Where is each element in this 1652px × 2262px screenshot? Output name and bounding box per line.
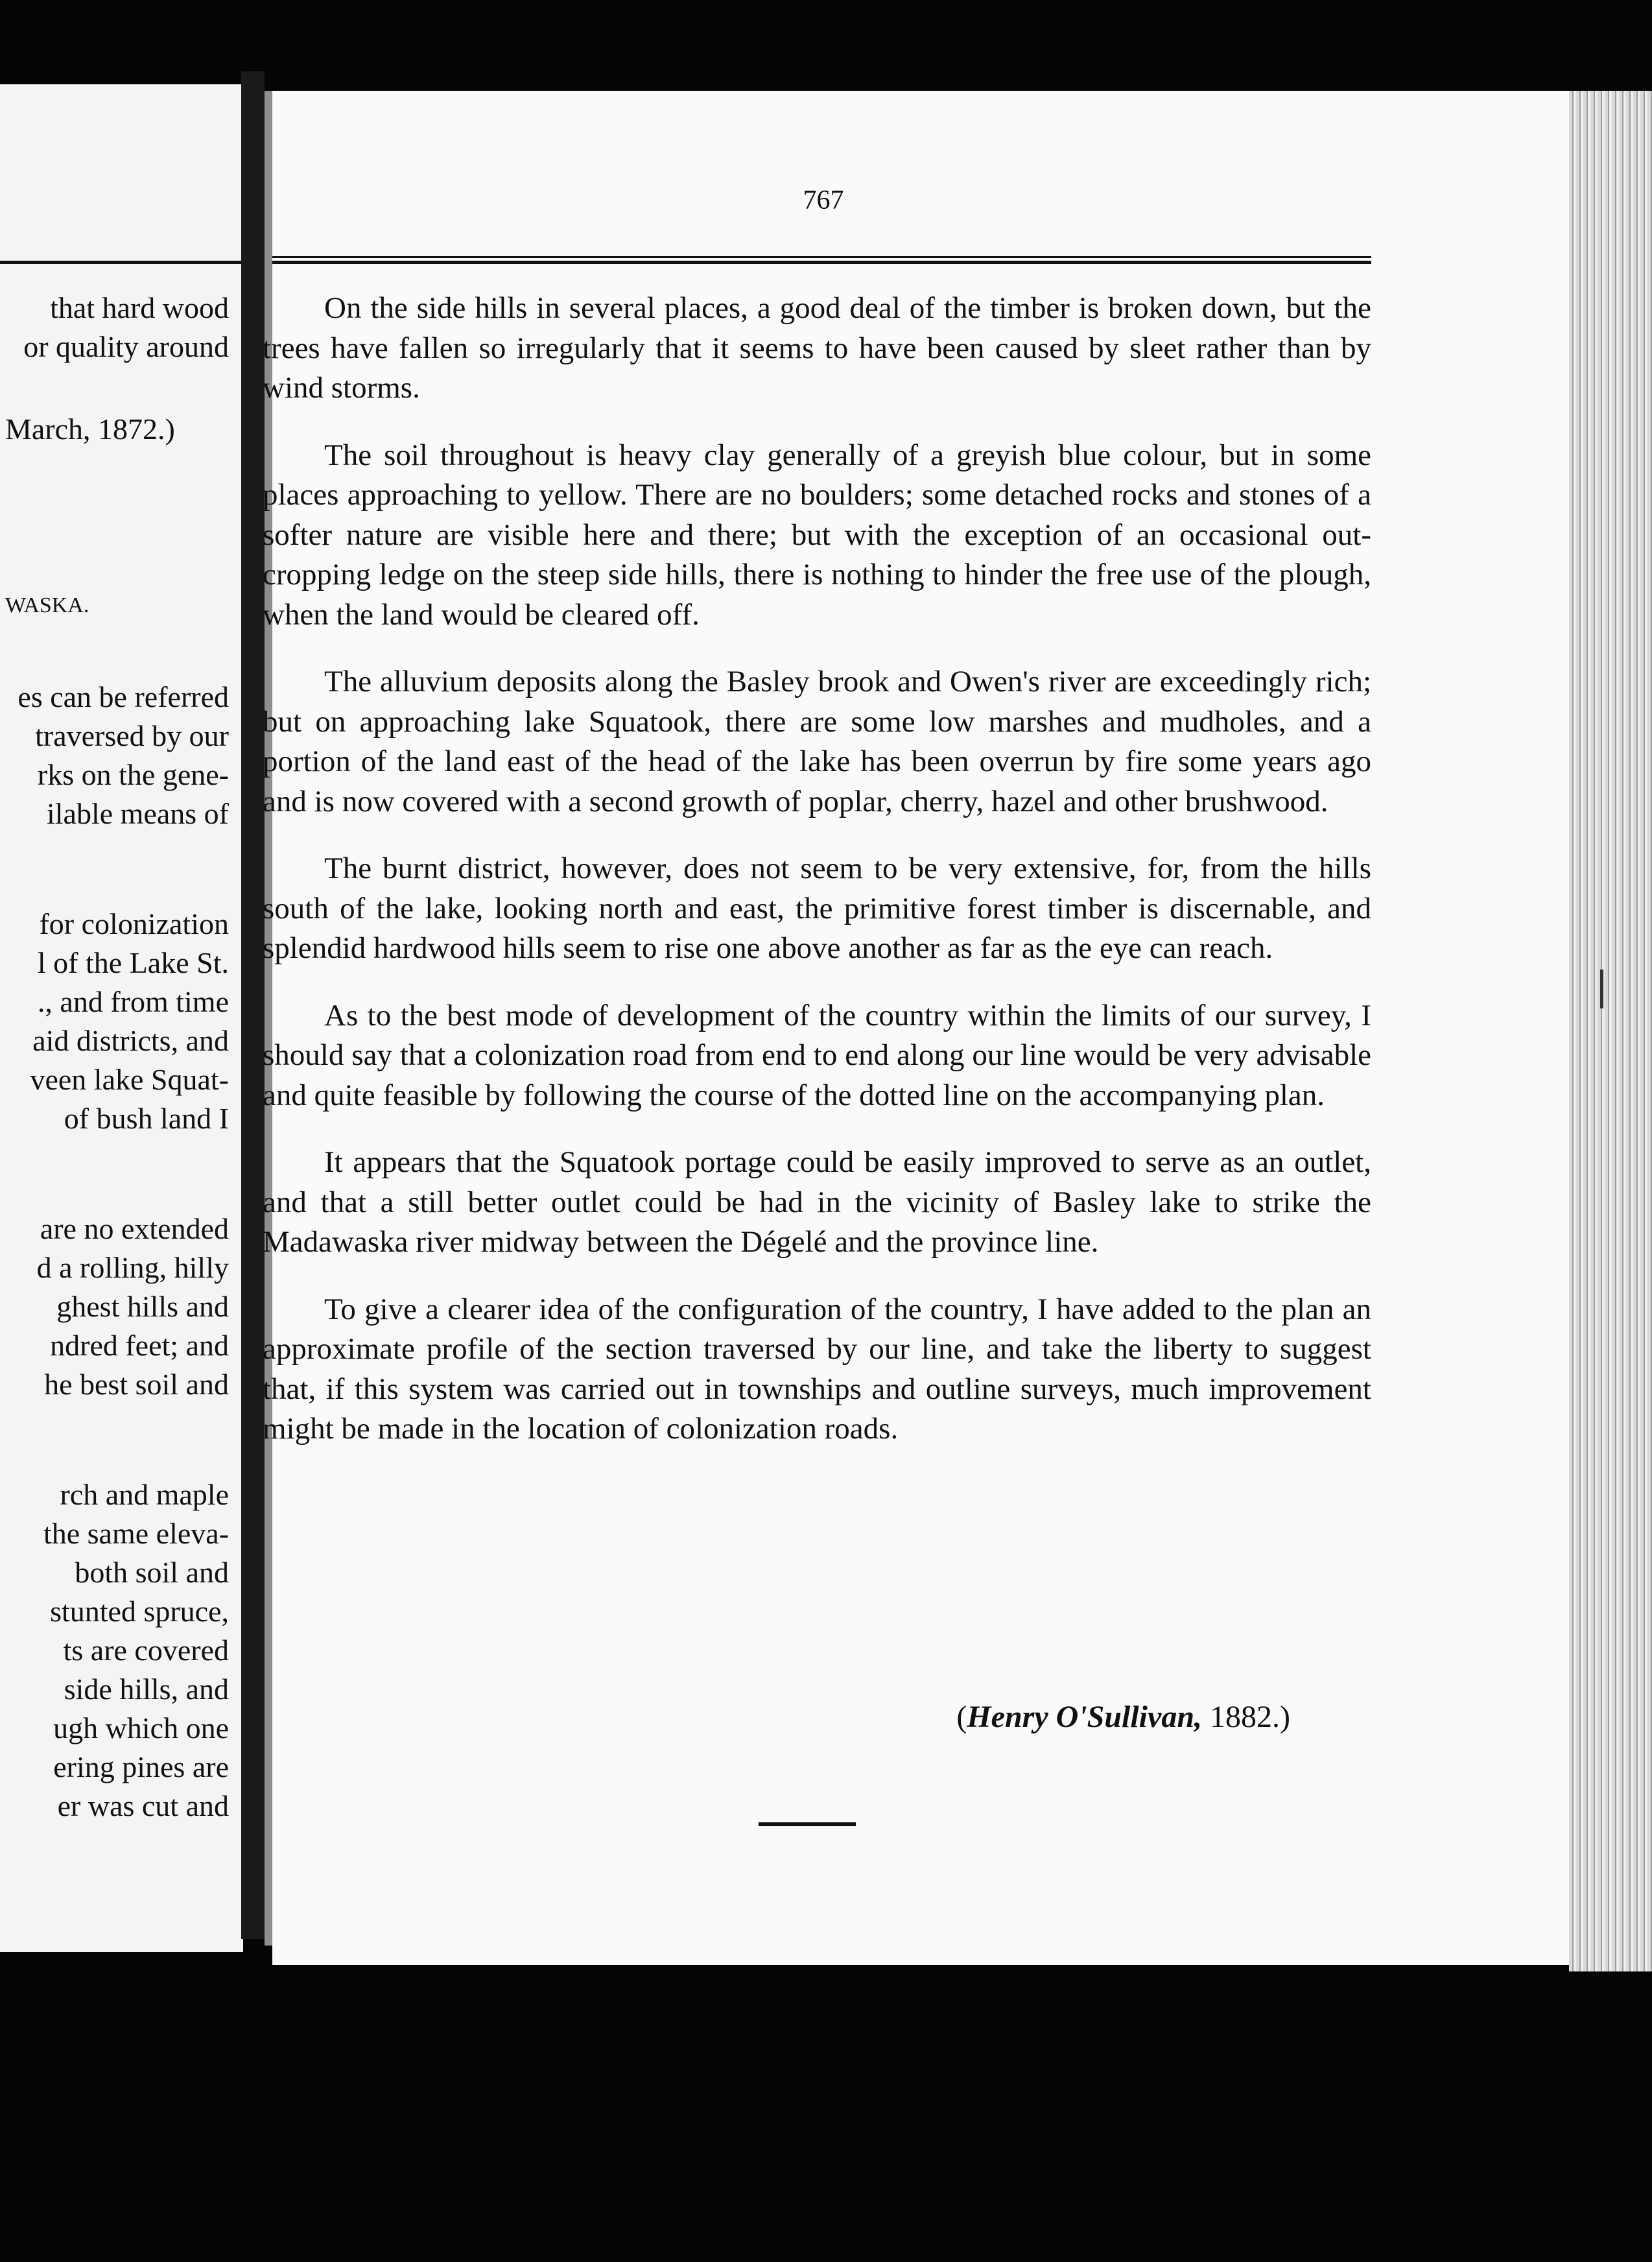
book-spine — [241, 71, 265, 1939]
header-rule — [272, 256, 1371, 264]
left-line: WASKA. — [5, 593, 89, 617]
left-line: rch and maple — [60, 1478, 229, 1511]
left-line: the same eleva- — [43, 1517, 229, 1550]
left-line: ghest hills and — [56, 1290, 229, 1323]
body-text — [263, 289, 1371, 1449]
page-edges — [1569, 91, 1652, 1971]
left-line: of bush land I — [64, 1102, 229, 1135]
paragraph: The alluvium deposits along the Basley brook and Owen's river are exceedingly rich; but on approaching lake Squatook, there are some low marshes and mudholes, and a portion of the land east of the head of the lake has been overrun by fire some years ago and is now covered with a second growth of poplar, cherry, hazel and other brushwood. — [263, 665, 1371, 818]
left-page-fragment — [0, 84, 243, 1952]
left-line: d a rolling, hilly — [36, 1251, 229, 1284]
left-line: ilable means of — [46, 797, 229, 830]
author-signature — [843, 1699, 1290, 1735]
paragraph: It appears that the Squatook portage could be easily improved to serve as an outlet, and that a still better outlet could be had in the vicinity of Basley lake to strike the Madawaska river midway between the Dégelé and the province line. — [263, 1145, 1371, 1259]
left-line: veen lake Squat- — [30, 1063, 229, 1096]
left-line: stunted spruce, — [50, 1595, 229, 1628]
left-page-text — [0, 84, 237, 1952]
left-line: both soil and — [75, 1556, 229, 1589]
left-line: traversed by our — [35, 719, 229, 752]
left-line: rks on the gene- — [37, 758, 229, 791]
author-name: Henry O'Sullivan, — [967, 1700, 1203, 1734]
paragraph: The burnt district, however, does not seem to be very extensive, for, from the hills south of the lake, looking north and east, the primitive forest timber is discernable, and splendid hardwood hills seem to rise one above another as far as the eye can reach. — [263, 851, 1371, 965]
left-line: he best soil and — [44, 1368, 229, 1401]
left-line: ering pines are — [53, 1750, 229, 1783]
signature-open: ( — [956, 1700, 967, 1734]
closing-rule — [759, 1822, 856, 1826]
left-line: for colonization — [39, 907, 229, 940]
left-line: l of the Lake St. — [37, 946, 229, 979]
page-number: 767 — [803, 185, 844, 215]
left-line: aid districts, and — [32, 1024, 229, 1057]
left-line: ., and from time — [37, 985, 229, 1018]
left-line: that hard wood — [50, 291, 229, 324]
left-line: March, 1872.) — [5, 412, 175, 446]
paragraph: On the side hills in several places, a good deal of the timber is broken down, but the trees have fallen so irregularly that it seems to have been caused by sleet rather than by wind storms. — [263, 291, 1371, 405]
left-line: ndred feet; and — [50, 1329, 229, 1362]
left-line: are no extended — [40, 1212, 229, 1245]
left-line: side hills, and — [64, 1673, 229, 1706]
left-line: ts are covered — [63, 1634, 229, 1667]
margin-mark — [1600, 970, 1603, 1008]
paragraph: The soil throughout is heavy clay generally of a greyish blue colour, but in some places approaching to yellow. There are no boulders; some detached rocks and stones of a softer nature are visible here and there; but with the exception of an occasional out-cropping ledge on the steep side hills, there is nothing to hinder the free use of the plough, when the land would be cleared off. — [263, 438, 1371, 632]
signature-year: 1882.) — [1202, 1700, 1290, 1734]
paragraph: As to the best mode of development of the country within the limits of our survey, I should say that a colonization road from end to end along our line would be very advisable and quite feasible by following the course of the dotted line on the accompanying plan. — [263, 998, 1371, 1112]
left-line: or quality around — [23, 330, 229, 363]
left-line: ugh which one — [53, 1711, 229, 1744]
paragraph: To give a clearer idea of the configuration of the country, I have added to the plan an approximate profile of the section traversed by our line, and take the liberty to suggest that, if this system was carried out in townships and outline surveys, much improvement might be made in the location of colonization roads. — [263, 1292, 1371, 1446]
left-line: es can be referred — [18, 680, 229, 713]
left-line: er was cut and — [57, 1789, 229, 1822]
